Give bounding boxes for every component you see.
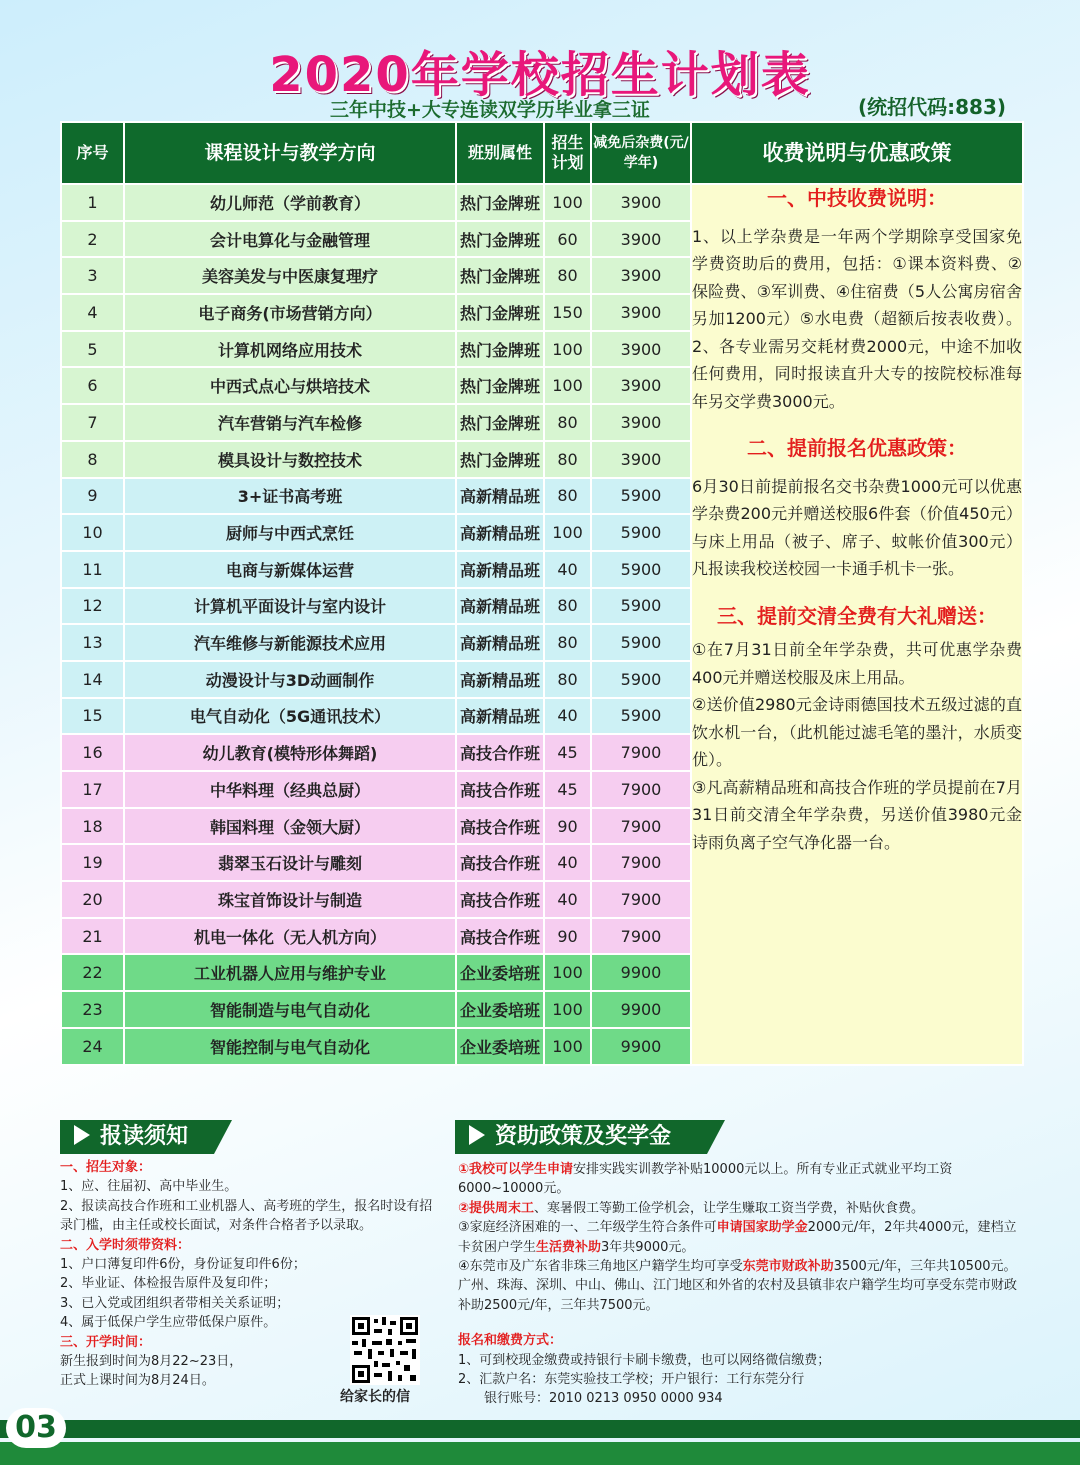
arrow-icon [74, 1125, 90, 1145]
aid-section [458, 1160, 1023, 1409]
cell-course: 计算机网络应用技术 [124, 331, 456, 368]
cell-no: 1 [61, 184, 124, 221]
policy-text-3c: ③凡高薪精品班和高技合作班的学员提前在7月31日前交清全年学杂费，另送价值3980元金诗雨负离子空气净化器一台。 [692, 777, 1022, 852]
cell-no: 8 [61, 441, 124, 478]
cell-fee: 5900 [591, 624, 691, 661]
cell-plan: 150 [544, 294, 591, 331]
notice-heading-3: 三、开学时间： [60, 1334, 152, 1350]
cell-fee: 5900 [591, 698, 691, 735]
cell-plan: 100 [544, 331, 591, 368]
cell-class-type: 高新精品班 [456, 478, 544, 515]
payment-item: 银行账号：2010 0213 0950 0000 934 [484, 1391, 723, 1407]
cell-no: 7 [61, 404, 124, 441]
cell-no: 15 [61, 698, 124, 735]
payment-item: 2、汇款户名：东莞实验技工学校；开户银行：工行东莞分行 [458, 1372, 805, 1388]
aid-item-2: ②提供周末工、寒暑假工等勤工俭学机会，让学生赚取工资当学费，补贴伙食费。 [458, 1200, 925, 1216]
cell-class-type: 高技合作班 [456, 734, 544, 771]
cell-plan: 40 [544, 881, 591, 918]
cell-plan: 80 [544, 661, 591, 698]
policy-heading-2: 二、提前报名优惠政策： [747, 436, 967, 460]
header-plan: 招生计划 [544, 122, 591, 184]
page-number: 03 [6, 1408, 66, 1448]
aid-item-4: ④东莞市及广东省非珠三角地区户籍学生均可享受东莞市财政补助3500元/年，三年共10500元。广州、珠海、深圳、中山、佛山、江门地区和外省的农村及县镇非农户籍学生均可享受东莞市财政补助2500元/年，三年共7500元。 [458, 1259, 1018, 1313]
cell-class-type: 热门金牌班 [456, 331, 544, 368]
cell-fee: 3900 [591, 441, 691, 478]
cell-plan: 80 [544, 441, 591, 478]
cell-no: 19 [61, 844, 124, 881]
cell-plan: 80 [544, 404, 591, 441]
cell-no: 12 [61, 588, 124, 625]
policy-heading-3: 三、提前交清全费有大礼赠送： [717, 603, 997, 628]
notice-title: 报读须知 [100, 1124, 189, 1149]
notice-heading-1: 一、招生对象： [60, 1160, 152, 1175]
cell-course: 智能控制与电气自动化 [124, 1028, 456, 1065]
cell-class-type: 热门金牌班 [456, 367, 544, 404]
header-fee: 减免后杂费(元/学年) [591, 122, 691, 184]
cell-no: 4 [61, 294, 124, 331]
cell-course: 珠宝首饰设计与制造 [124, 881, 456, 918]
cell-class-type: 高新精品班 [456, 661, 544, 698]
cell-fee: 7900 [591, 918, 691, 955]
cell-fee: 7900 [591, 844, 691, 881]
cell-course: 幼儿教育(模特形体舞蹈) [124, 734, 456, 771]
cell-class-type: 热门金牌班 [456, 294, 544, 331]
policy-text-1: 1、以上学杂费是一年两个学期除享受国家免学费资助后的费用，包括：①课本资料费、②保险费、③军训费、④住宿费（5人公寓房宿舍另加1200元）⑤水电费（超额后按表收费）。2、各专业需另交耗材费2000元，中途不加收任何费用，同时报读直升大专的按院校标准每年另交学费3000元。 [692, 226, 1022, 411]
cell-plan: 100 [544, 367, 591, 404]
cell-fee: 7900 [591, 771, 691, 808]
cell-class-type: 高技合作班 [456, 808, 544, 845]
cell-plan: 100 [544, 954, 591, 991]
aid-item-3: ③家庭经济困难的一、二年级学生符合条件可申请国家助学金2000元/年，2年共4000元，建档立卡贫困户学生生活费补助3年共9000元。 [458, 1220, 1017, 1255]
enrollment-plan-table [60, 121, 1024, 1066]
cell-fee: 5900 [591, 551, 691, 588]
cell-class-type: 热门金牌班 [456, 404, 544, 441]
cell-class-type: 高新精品班 [456, 698, 544, 735]
cell-no: 11 [61, 551, 124, 588]
cell-plan: 100 [544, 184, 591, 221]
cell-no: 3 [61, 257, 124, 294]
cell-class-type: 高新精品班 [456, 624, 544, 661]
cell-plan: 90 [544, 808, 591, 845]
cell-no: 22 [61, 954, 124, 991]
cell-plan: 80 [544, 478, 591, 515]
cell-class-type: 高技合作班 [456, 881, 544, 918]
cell-no: 24 [61, 1028, 124, 1065]
cell-plan: 60 [544, 221, 591, 258]
cell-class-type: 企业委培班 [456, 1028, 544, 1065]
cell-course: 美容美发与中医康复理疗 [124, 257, 456, 294]
cell-course: 3+证书高考班 [124, 478, 456, 515]
cell-course: 幼儿师范（学前教育） [124, 184, 456, 221]
cell-no: 10 [61, 514, 124, 551]
notice-banner [60, 1120, 214, 1154]
cell-fee: 3900 [591, 257, 691, 294]
header-course: 课程设计与教学方向 [124, 122, 456, 184]
arrow-icon [469, 1125, 485, 1145]
cell-no: 18 [61, 808, 124, 845]
cell-no: 20 [61, 881, 124, 918]
cell-fee: 3900 [591, 367, 691, 404]
cell-no: 23 [61, 991, 124, 1028]
cell-class-type: 高新精品班 [456, 514, 544, 551]
cell-plan: 80 [544, 588, 591, 625]
cell-no: 5 [61, 331, 124, 368]
footer-bar [0, 1420, 1080, 1438]
payment-item: 1、可到校现金缴费或持银行卡刷卡缴费，也可以网络微信缴费； [458, 1352, 831, 1368]
notice-item: 1、应、往届初、高中毕业生。 [60, 1179, 238, 1195]
cell-class-type: 高技合作班 [456, 844, 544, 881]
cell-fee: 3900 [591, 221, 691, 258]
aid-title: 资助政策及奖学金 [495, 1124, 672, 1149]
cell-class-type: 高技合作班 [456, 918, 544, 955]
cell-course: 会计电算化与金融管理 [124, 221, 456, 258]
cell-class-type: 企业委培班 [456, 954, 544, 991]
notice-item: 新生报到时间为8月22~23日， [60, 1354, 243, 1370]
cell-fee: 5900 [591, 514, 691, 551]
notice-heading-2: 二、入学时须带资料： [60, 1237, 191, 1253]
cell-plan: 45 [544, 771, 591, 808]
cell-fee: 3900 [591, 294, 691, 331]
cell-plan: 45 [544, 734, 591, 771]
cell-course: 动漫设计与3D动画制作 [124, 661, 456, 698]
cell-course: 厨师与中西式烹饪 [124, 514, 456, 551]
cell-plan: 80 [544, 257, 591, 294]
cell-course: 翡翠玉石设计与雕刻 [124, 844, 456, 881]
cell-class-type: 热门金牌班 [456, 221, 544, 258]
cell-course: 汽车营销与汽车检修 [124, 404, 456, 441]
cell-class-type: 热门金牌班 [456, 184, 544, 221]
cell-no: 14 [61, 661, 124, 698]
cell-class-type: 热门金牌班 [456, 441, 544, 478]
cell-fee: 9900 [591, 991, 691, 1028]
qr-caption: 给家长的信 [340, 1389, 410, 1405]
cell-course: 汽车维修与新能源技术应用 [124, 624, 456, 661]
header-policy: 收费说明与优惠政策 [691, 122, 1023, 184]
cell-plan: 100 [544, 1028, 591, 1065]
cell-no: 21 [61, 918, 124, 955]
cell-course: 电商与新媒体运营 [124, 551, 456, 588]
cell-class-type: 高新精品班 [456, 551, 544, 588]
notice-item: 1、户口薄复印件6份，身份证复印件6份； [60, 1257, 306, 1273]
notice-item: 正式上课时间为8月24日。 [60, 1373, 215, 1389]
cell-plan: 100 [544, 991, 591, 1028]
cell-course: 智能制造与电气自动化 [124, 991, 456, 1028]
cell-fee: 9900 [591, 954, 691, 991]
cell-fee: 5900 [591, 478, 691, 515]
cell-fee: 9900 [591, 1028, 691, 1065]
cell-course: 模具设计与数控技术 [124, 441, 456, 478]
cell-no: 2 [61, 221, 124, 258]
header-class-type: 班别属性 [456, 122, 544, 184]
cell-class-type: 热门金牌班 [456, 257, 544, 294]
page-title: 2020年学校招生计划表 [269, 47, 811, 103]
notice-item: 2、报读高技合作班和工业机器人、高考班的学生，报名时设有招录门槛，由主任或校长面试，对条件合格者予以录取。 [60, 1198, 433, 1234]
aid-item-1: ①我校可以学生申请安排实践实训教学补贴10000元以上。所有专业正式就业平均工资6000~10000元。 [458, 1162, 953, 1197]
cell-fee: 7900 [591, 734, 691, 771]
notice-item: 3、已入党或团组织者带相关关系证明； [60, 1295, 290, 1311]
policy-heading-1: 一、中技收费说明： [767, 186, 947, 210]
cell-course: 电气自动化（5G通讯技术） [124, 698, 456, 735]
cell-course: 电子商务(市场营销方向） [124, 294, 456, 331]
enrollment-code: (统招代码:883) [858, 95, 1007, 119]
cell-course: 工业机器人应用与维护专业 [124, 954, 456, 991]
cell-course: 中华料理（经典总厨） [124, 771, 456, 808]
cell-fee: 3900 [591, 184, 691, 221]
policy-text-3b: ②送价值2980元金诗雨德国技术五级过滤的直饮水机一台，（此机能过滤毛笔的墨汁，水质变优）。 [692, 695, 1022, 769]
policy-text-2: 6月30日前提前报名交书杂费1000元可以优惠学杂费200元并赠送校服6件套（价值450元）与床上用品（被子、席子、蚊帐价值300元）凡报读我校送校园一卡通手机卡一张。 [692, 476, 1022, 578]
cell-fee: 7900 [591, 881, 691, 918]
cell-no: 16 [61, 734, 124, 771]
cell-fee: 3900 [591, 404, 691, 441]
cell-fee: 5900 [591, 588, 691, 625]
aid-banner [455, 1120, 707, 1154]
policy-panel [691, 184, 1023, 1065]
cell-course: 计算机平面设计与室内设计 [124, 588, 456, 625]
cell-fee: 5900 [591, 661, 691, 698]
cell-plan: 90 [544, 918, 591, 955]
payment-heading: 报名和缴费方式： [458, 1333, 563, 1349]
cell-plan: 40 [544, 844, 591, 881]
cell-class-type: 企业委培班 [456, 991, 544, 1028]
cell-no: 13 [61, 624, 124, 661]
cell-plan: 40 [544, 551, 591, 588]
cell-no: 9 [61, 478, 124, 515]
cell-course: 中西式点心与烘培技术 [124, 367, 456, 404]
subtitle: 三年中技+大专连读双学历毕业拿三证 [330, 99, 650, 121]
cell-fee: 3900 [591, 331, 691, 368]
cell-plan: 80 [544, 624, 591, 661]
cell-class-type: 高技合作班 [456, 771, 544, 808]
cell-no: 17 [61, 771, 124, 808]
cell-plan: 100 [544, 514, 591, 551]
cell-class-type: 高新精品班 [456, 588, 544, 625]
cell-course: 韩国料理（金领大厨） [124, 808, 456, 845]
notice-item: 2、毕业证、体检报告原件及复印件； [60, 1276, 277, 1292]
cell-plan: 40 [544, 698, 591, 735]
cell-course: 机电一体化（无人机方向） [124, 918, 456, 955]
policy-text-3a: ①在7月31日前全年学杂费，共可优惠学杂费400元并赠送校服及床上用品。 [692, 640, 1022, 687]
table-row [61, 184, 1023, 221]
cell-no: 6 [61, 367, 124, 404]
notice-item: 4、属于低保户学生应带低保户原件。 [60, 1315, 277, 1331]
footer-bar-lower [0, 1442, 1080, 1465]
qr-code-icon [350, 1315, 420, 1385]
cell-fee: 7900 [591, 808, 691, 845]
header-no: 序号 [61, 122, 124, 184]
